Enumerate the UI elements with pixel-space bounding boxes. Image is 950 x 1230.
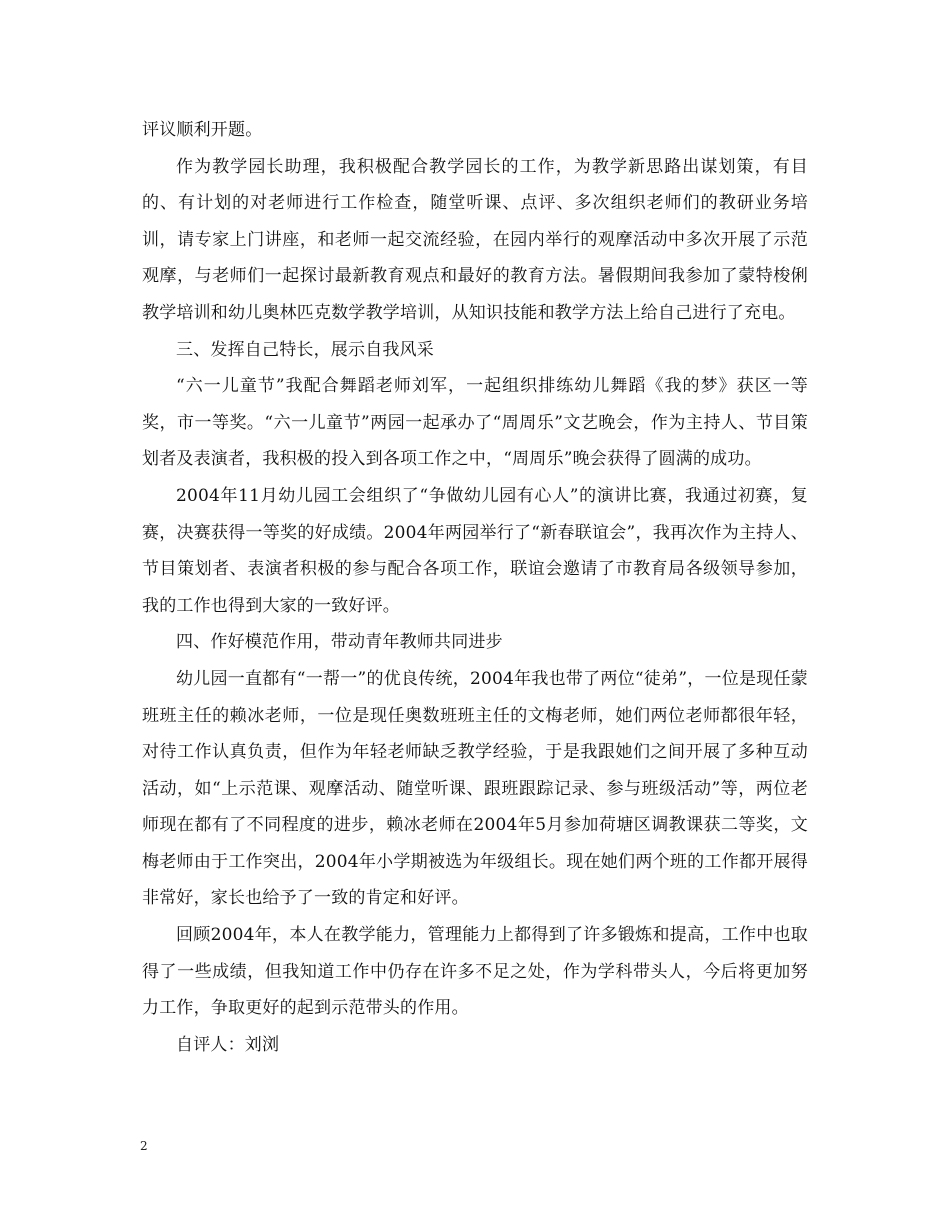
paragraph-7: 幼儿园一直都有“一帮一”的优良传统，2004年我也带了两位“徒弟”，一位是现任蒙班班主任的赖冰老师，一位是现任奥数班班主任的文梅老师，她们两位老师都很年轻，对待工作认真负责，但作为年轻老师缺乏教学经验，于是我跟她们之间开展了多种互动活动，如“上示范课、观摩活动、随堂听课、跟班跟踪记录、参与班级活动”等，两位老师现在都有了不同程度的进步，赖冰老师在2004年5月参加荷塘区调教课获二等奖，文梅老师由于工作突出，2004年小学期被选为年级组长。现在她们两个班的工作都开展得非常好，家长也给予了一致的肯定和好评。 (142, 668, 808, 909)
section-heading-4: 四、作好模范作用，带动青年教师共同进步 (176, 632, 503, 653)
document-body (142, 112, 808, 1063)
paragraph-5: 2004年11月幼儿园工会组织了“争做幼儿园有心人”的演讲比赛，我通过初赛，复赛，决赛获得一等奖的好成绩。2004年两园举行了“新春联谊会”，我再次作为主持人、节目策划者、表演者积极的参与配合各项工作，联谊会邀请了市教育局各级领导参加，我的工作也得到大家的一致好评。 (142, 485, 808, 616)
section-heading-3: 三、发挥自己特长，展示自我风采 (176, 339, 434, 360)
page-number: 2 (140, 1139, 148, 1153)
paragraph-2: 作为教学园长助理，我积极配合教学园长的工作，为教学新思路出谋划策，有目的、有计划的对老师进行工作检查，随堂听课、点评、多次组织老师们的教研业务培训，请专家上门讲座，和老师一起交流经验，在园内举行的观摩活动中多次开展了示范观摩，与老师们一起探讨最新教育观点和最好的教育方法。暑假期间我参加了蒙特梭俐教学培训和幼儿奥林匹克数学教学培训，从知识技能和教学方法上给自己进行了充电。 (142, 156, 808, 323)
paragraph-1: 评议顺利开题。 (142, 120, 263, 140)
paragraph-8: 回顾2004年，本人在教学能力，管理能力上都得到了许多锻炼和提高，工作中也取得了一些成绩，但我知道工作中仍存在许多不足之处，作为学科带头人，今后将更加努力工作，争取更好的起到示范带头的作用。 (142, 925, 808, 1019)
signature-line: 自评人：刘浏 (176, 1034, 280, 1055)
paragraph-4: “六一儿童节”我配合舞蹈老师刘军，一起组织排练幼儿舞蹈《我的梦》获区一等奖，市一等奖。“六一儿童节”两园一起承办了“周周乐”文艺晚会，作为主持人、节目策划者及表演者，我积极的投入到各项工作之中，“周周乐”晚会获得了圆满的成功。 (142, 376, 808, 470)
